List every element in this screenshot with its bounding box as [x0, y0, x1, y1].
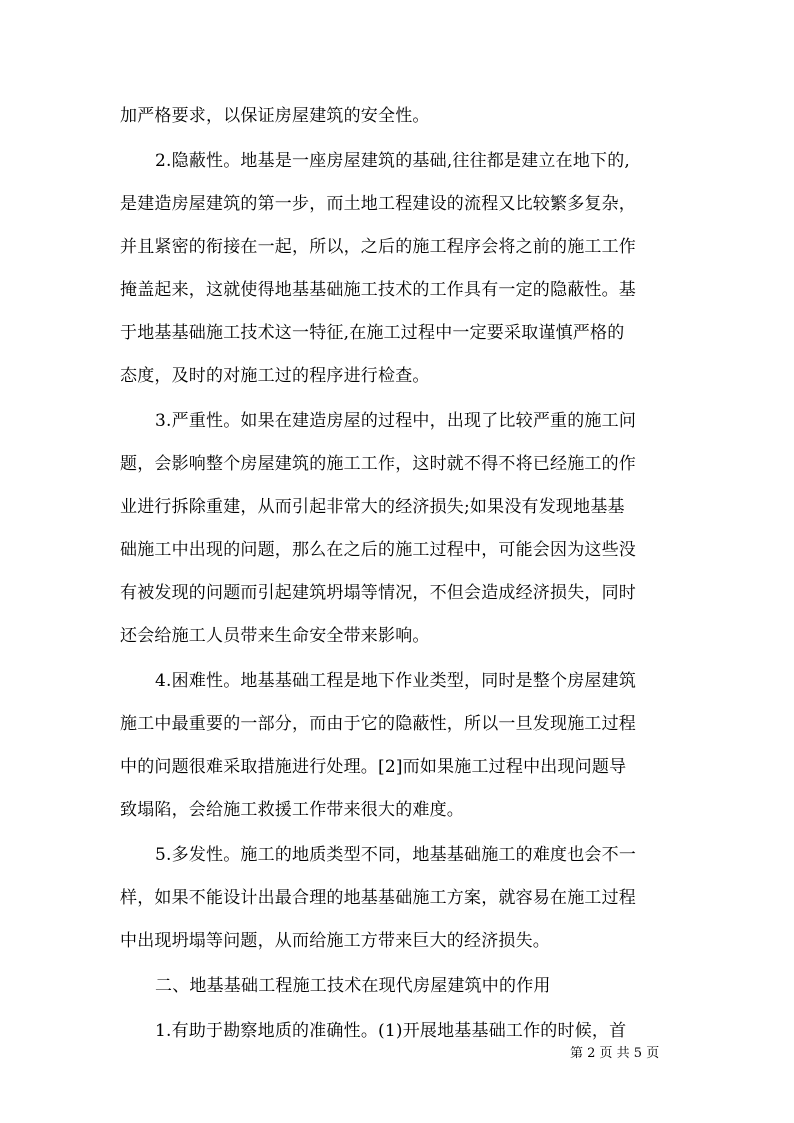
text-line: 并且紧密的衔接在一起，所以，之后的施工程序会将之前的施工工作: [120, 237, 636, 257]
text-line: 础施工中出现的问题，那么在之后的施工过程中，可能会因为这些没: [120, 540, 636, 560]
text-line: 态度，及时的对施工过的程序进行检查。: [120, 366, 430, 386]
text-line: 加严格要求，以保证房屋建筑的安全性。: [120, 106, 430, 126]
text-line: 业进行拆除重建，从而引起非常大的经济损失;如果没有发现地基基: [120, 497, 625, 517]
text-line: 中出现坍塌等问题，从而给施工方带来巨大的经济损失。: [120, 931, 550, 951]
text-line: 题，会影响整个房屋建筑的施工工作，这时就不得不将已经施工的作: [120, 454, 636, 474]
text-line: 还会给施工人员带来生命安全带来影响。: [120, 626, 430, 646]
text-line: 5.多发性。施工的地质类型不同，地基基础施工的难度也会不一: [155, 845, 637, 865]
text-line: 于地基基础施工技术这一特征,在施工过程中一定要采取谨慎严格的: [120, 323, 625, 343]
text-line: 2.隐蔽性。地基是一座房屋建筑的基础,往往都是建立在地下的,: [155, 151, 631, 171]
text-line: 致塌陷，会给施工救援工作带来很大的难度。: [120, 800, 464, 820]
text-line: 掩盖起来，这就使得地基基础施工技术的工作具有一定的隐蔽性。基: [120, 280, 636, 300]
text-line: 3.严重性。如果在建造房屋的过程中，出现了比较严重的施工问: [155, 411, 637, 431]
text-line: 是建造房屋建筑的第一步，而土地工程建设的流程又比较繁多复杂，: [120, 194, 636, 214]
section-heading: 二、地基基础工程施工技术在现代房屋建筑中的作用: [155, 976, 551, 996]
text-line: 1.有助于勘察地质的准确性。(1)开展地基基础工作的时候，首: [155, 1021, 627, 1041]
text-line: 样，如果不能设计出最合理的地基基础施工方案，就容易在施工过程: [120, 888, 636, 908]
text-line: 有被发现的问题而引起建筑坍塌等情况，不但会造成经济损失，同时: [120, 583, 636, 603]
text-line: 4.困难性。地基基础工程是地下作业类型，同时是整个房屋建筑: [155, 671, 637, 691]
text-line: 施工中最重要的一部分，而由于它的隐蔽性，所以一旦发现施工过程: [120, 714, 636, 734]
text-line: 中的问题很难采取措施进行处理。[2]而如果施工过程中出现问题导: [120, 757, 627, 777]
page-footer: 第 2 页 共 5 页: [570, 1046, 660, 1061]
